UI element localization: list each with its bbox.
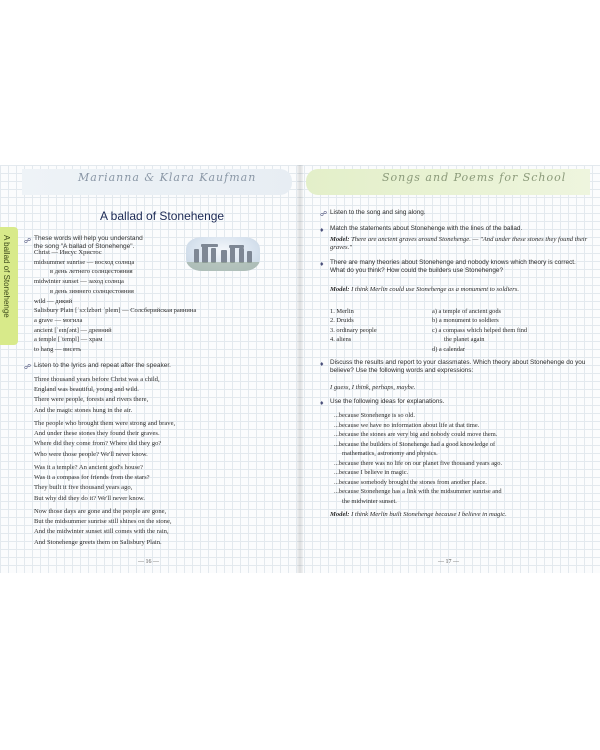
task-discuss: Discuss the results and report to your classmates. Which theory about Stonehenge do you believe? Use the following words and expressions: [330, 359, 586, 375]
stanza [34, 375, 264, 416]
lyric-line: They built it five thousand years ago, [34, 484, 133, 492]
explanation-item: ...because I believe in magic. [334, 469, 409, 476]
match-item: a) a temple of ancient gods [432, 308, 502, 315]
chapter-side-tab [0, 227, 18, 345]
page-title: A ballad of Stonehenge [100, 209, 225, 223]
bullet-icon: ♦ [320, 226, 324, 234]
explanation-item: ...because there was no life on our planet five thousand years ago. [334, 459, 503, 467]
vocab-item: ancient [ˈeɪnʃənt] — древний [34, 326, 112, 334]
lyric-line: And the magic stones hung in the air. [34, 406, 133, 414]
explanation-item: ...because we have no information about life at that time. [334, 421, 480, 429]
explanation-item: ...because Stonehenge has a link with the midsummer sunrise and [334, 488, 502, 495]
match-item: d) a calendar [432, 345, 465, 353]
page-number: — 17 — [438, 559, 459, 565]
stanza [34, 419, 264, 460]
bullet-icon: ♦ [320, 360, 324, 368]
vocab-item: в день зимнего солнцестояния [50, 287, 134, 295]
vocab-item: Christ — Иисус Христос [34, 249, 102, 256]
match-item: b) a monument to soldiers [432, 317, 499, 325]
side-tab-label: A ballad of Stonehenge [2, 235, 11, 318]
lyric-line: And Stonehenge greets them on Salisbury Plain. [34, 538, 162, 546]
task-explanations-model [330, 511, 592, 519]
vocab-item: Salisbury Plain [ˈsɔːlzbəri ˈpleɪn] — Солсберийская равнина [34, 307, 197, 315]
vocab-item: to hang — висеть [34, 346, 82, 354]
vocab-item: в день летнего солнцестояния [50, 268, 133, 276]
bullet-icon: ♦ [320, 260, 324, 268]
match-item: 2. Druids [330, 317, 354, 325]
right-page [300, 165, 600, 573]
model-label: Model: [330, 286, 350, 293]
stanza [34, 463, 264, 504]
task-match-model [330, 236, 592, 253]
match-list-right [432, 307, 527, 354]
stanza [34, 507, 264, 548]
task-explanations: Use the following ideas for explanations. [330, 398, 445, 405]
vocab-item: a grave — могила [34, 316, 83, 324]
headphones-icon: ☍ [24, 363, 32, 371]
lyric-line: Was it a compass for friends from the stars? [34, 474, 150, 482]
task-theories: There are many theories about Stonehenge and nobody knows which theory is correct. What do you think? How could the builders use Stonehenge? [330, 259, 576, 275]
lyric-line: Three thousand years before Christ was a child, [34, 376, 160, 383]
listen-instruction: Listen to the lyrics and repeat after the speaker. [34, 362, 171, 369]
headphones-icon: ☍ [320, 210, 328, 218]
explanation-list [334, 411, 502, 506]
task-match: Match the statements about Stonehenge with the lines of the ballad. [330, 225, 523, 232]
model-label: Model: [330, 236, 350, 243]
lyric-line: The people who brought them were strong and brave, [34, 420, 176, 427]
explanation-item: ...because the builders of Stonehenge had a good knowledge of [334, 440, 496, 448]
lyric-line: There were people, forests and rivers there, [34, 396, 149, 404]
task-listen: Listen to the song and sing along. [330, 209, 426, 216]
match-item: 4. aliens [330, 336, 352, 344]
vocab-item: wild — дикий [34, 297, 73, 305]
match-item: 1. Merlin [330, 308, 354, 315]
match-item: c) a compass which helped them find [432, 326, 528, 334]
lyric-line: And under these stones they found their graves. [34, 430, 160, 438]
vocabulary-list [34, 248, 196, 355]
series-header: Songs and Poems for School [382, 171, 567, 184]
explanation-item: mathematics, astronomy and physics. [342, 450, 438, 457]
vocab-intro-line: These words will help you understand [34, 235, 143, 242]
page-number: — 16 — [138, 559, 159, 565]
model-label: Model: [330, 511, 350, 518]
explanation-item: the midwinter sunset. [342, 497, 397, 505]
vocab-item: midwinter sunset — заход солнца [34, 278, 124, 286]
task-theories-model [330, 286, 592, 294]
lyric-line: England was beautiful, young and wild. [34, 386, 139, 394]
lyric-line: And the midwinter sunset still comes with the rain, [34, 528, 169, 536]
vocab-intro-line: the song "A ballad of Stonehenge". [34, 243, 135, 250]
left-page [0, 165, 300, 573]
lyric-line: But why did they do it? We'll never know. [34, 494, 145, 502]
headphones-icon: ☍ [24, 237, 32, 245]
vocab-item: midsummer sunrise — восход солнца [34, 258, 135, 266]
match-list-left [330, 307, 377, 345]
lyric-line: Now those days are gone and the people are gone, [34, 508, 167, 515]
lyric-line: Was it a temple? An ancient god's house? [34, 464, 143, 471]
explanation-item: ...because the stones are very big and nobody could move them. [334, 431, 498, 438]
vocab-item: a temple [ˈtempl] — храм [34, 336, 103, 344]
match-item: 3. ordinary people [330, 326, 377, 334]
model-text: I think Merlin could use Stonehenge as a monument to soldiers. [351, 286, 520, 293]
author-header: Marianna & Klara Kaufman [78, 171, 257, 184]
lyric-line: Who were those people? We'll never know. [34, 450, 148, 458]
lyric-line: But the midsummer sunrise still shines on the stone, [34, 518, 172, 526]
explanation-item: ...because Stonehenge is so old. [334, 412, 415, 419]
lyric-line: Where did they come from? Where did they go? [34, 440, 162, 448]
model-text: I think Merlin built Stonehenge because I believe in magic. [351, 511, 507, 518]
match-item: the planet again [444, 336, 485, 344]
explanation-item: ...because somebody brought the stones from another place. [334, 478, 487, 486]
model-text: There are ancient graves around Stonehenge. — "And under these stones they found their graves." [330, 236, 588, 252]
stonehenge-illustration [186, 237, 260, 271]
task-discuss-words: I guess, I think, perhaps, maybe. [330, 384, 416, 391]
book-spread [0, 165, 600, 573]
bullet-icon: ♦ [320, 399, 324, 407]
